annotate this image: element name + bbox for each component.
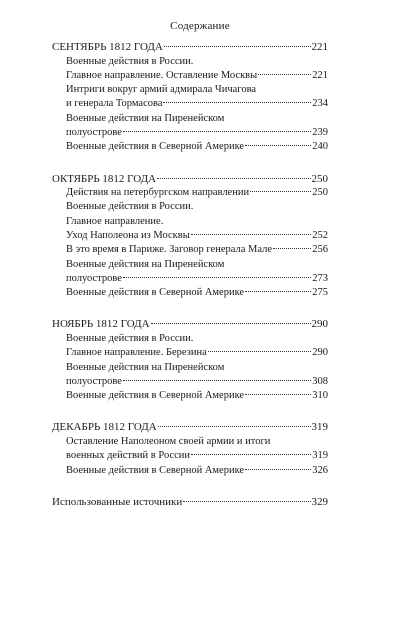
toc-entry-line: Главное направление. xyxy=(66,215,164,227)
table-of-contents xyxy=(52,40,328,526)
dot-leader xyxy=(250,191,311,192)
toc-heading-page: 221 xyxy=(311,41,328,53)
toc-entry-text: и генерала Тормасова xyxy=(66,98,163,110)
toc-entry-line: Военные действия на Пиренейском xyxy=(66,361,225,373)
toc-section xyxy=(52,495,328,510)
toc-entry-page: 319 xyxy=(312,450,328,462)
toc-entry-line: Военные действия на Пиренейском xyxy=(66,112,225,124)
toc-heading[interactable] xyxy=(52,172,328,187)
toc-entry-text: военных действий в России xyxy=(66,450,191,462)
toc-entry-page: 256 xyxy=(312,244,328,256)
toc-entry[interactable] xyxy=(52,449,328,463)
toc-entry-text: Главное направление. Оставление Москвы xyxy=(66,69,258,81)
dot-leader xyxy=(273,248,311,249)
toc-entry[interactable] xyxy=(52,286,328,300)
toc-section xyxy=(52,317,328,403)
toc-section xyxy=(52,40,328,155)
toc-heading[interactable] xyxy=(52,40,328,55)
toc-entry-page: 308 xyxy=(312,375,328,387)
toc-heading-page: 319 xyxy=(311,421,328,434)
dot-leader xyxy=(157,178,310,179)
toc-heading-title: СЕНТЯБРЬ 1812 ГОДА xyxy=(52,41,163,53)
dot-leader xyxy=(123,277,311,278)
toc-entry[interactable] xyxy=(52,186,328,200)
toc-entry-text: Уход Наполеона из Москвы xyxy=(66,229,190,241)
toc-heading-title: Использованные источники xyxy=(52,495,183,508)
toc-entry-page: 275 xyxy=(312,287,328,299)
toc-entry-page: 221 xyxy=(312,69,328,81)
toc-entry-page: 290 xyxy=(312,347,328,359)
dot-leader xyxy=(245,394,311,395)
toc-heading-title: ДЕКАБРЬ 1812 ГОДА xyxy=(52,421,157,434)
toc-entry[interactable] xyxy=(52,389,328,403)
toc-entry-page: 250 xyxy=(312,187,328,199)
toc-entry-page: 239 xyxy=(312,126,328,138)
toc-heading-page: 290 xyxy=(311,318,328,331)
toc-entry-line: Военные действия на Пиренейском xyxy=(66,258,225,270)
dot-leader xyxy=(245,469,311,470)
toc-entry[interactable] xyxy=(52,243,328,257)
toc-entry-text: Военные действия в Северной Америке xyxy=(66,141,245,153)
toc-heading-page: 329 xyxy=(311,495,328,508)
toc-entry[interactable] xyxy=(52,140,328,154)
dot-leader xyxy=(123,131,311,132)
toc-entry-text: В это время в Париже. Заговор генерала Мале xyxy=(66,244,273,256)
toc-section xyxy=(52,172,328,301)
toc-entry-page: 252 xyxy=(312,229,328,241)
toc-entry-text: Действия на петербургском направлении xyxy=(66,187,250,199)
toc-entry[interactable] xyxy=(52,464,328,478)
dot-leader xyxy=(151,323,311,324)
dot-leader xyxy=(191,454,311,455)
toc-entry-line: Военные действия в России. xyxy=(66,55,194,67)
dot-leader xyxy=(123,380,311,381)
toc-entry-text: полуострове xyxy=(66,272,122,284)
toc-entry-line: Военные действия в России. xyxy=(66,201,194,213)
toc-entry-page: 273 xyxy=(312,272,328,284)
toc-entry[interactable] xyxy=(52,229,328,243)
toc-entry-line: Интриги вокруг армий адмирала Чичагова xyxy=(66,84,257,96)
dot-leader xyxy=(191,234,311,235)
toc-entry-text: Главное направление. Березина xyxy=(66,347,207,359)
toc-entry-text: Военные действия в Северной Америке xyxy=(66,287,245,299)
toc-entry-page: 310 xyxy=(312,390,328,402)
toc-entry[interactable] xyxy=(52,97,328,111)
dot-leader xyxy=(164,46,311,47)
toc-entry-page: 326 xyxy=(312,464,328,476)
toc-entry-line: Военные действия в России. xyxy=(66,332,194,344)
toc-heading-page: 250 xyxy=(311,172,328,185)
toc-entry[interactable] xyxy=(52,126,328,140)
toc-entry-line: Оставление Наполеоном своей армии и итоги xyxy=(66,435,271,447)
dot-leader xyxy=(163,102,311,103)
toc-heading-title: ОКТЯБРЬ 1812 ГОДА xyxy=(52,172,157,185)
dot-leader xyxy=(158,426,311,427)
toc-heading[interactable] xyxy=(52,317,328,332)
toc-entry[interactable] xyxy=(52,346,328,360)
running-head: Содержание xyxy=(170,20,230,32)
dot-leader xyxy=(183,501,310,502)
dot-leader xyxy=(208,351,312,352)
toc-entry-text: Военные действия в Северной Америке xyxy=(66,390,245,402)
toc-entry-text: Военные действия в Северной Америке xyxy=(66,464,245,476)
toc-entry-page: 234 xyxy=(312,98,328,110)
toc-heading[interactable] xyxy=(52,420,328,435)
toc-section xyxy=(52,420,328,477)
toc-heading[interactable] xyxy=(52,495,328,510)
toc-entry-page: 240 xyxy=(312,141,328,153)
toc-entry-text: полуострове xyxy=(66,126,122,138)
toc-heading-title: НОЯБРЬ 1812 ГОДА xyxy=(52,318,150,331)
toc-entry-text: полуострове xyxy=(66,375,122,387)
toc-entry[interactable] xyxy=(52,375,328,389)
toc-entry[interactable] xyxy=(52,272,328,286)
dot-leader xyxy=(258,74,311,75)
toc-entry[interactable] xyxy=(52,69,328,83)
dot-leader xyxy=(245,291,311,292)
dot-leader xyxy=(245,145,311,146)
